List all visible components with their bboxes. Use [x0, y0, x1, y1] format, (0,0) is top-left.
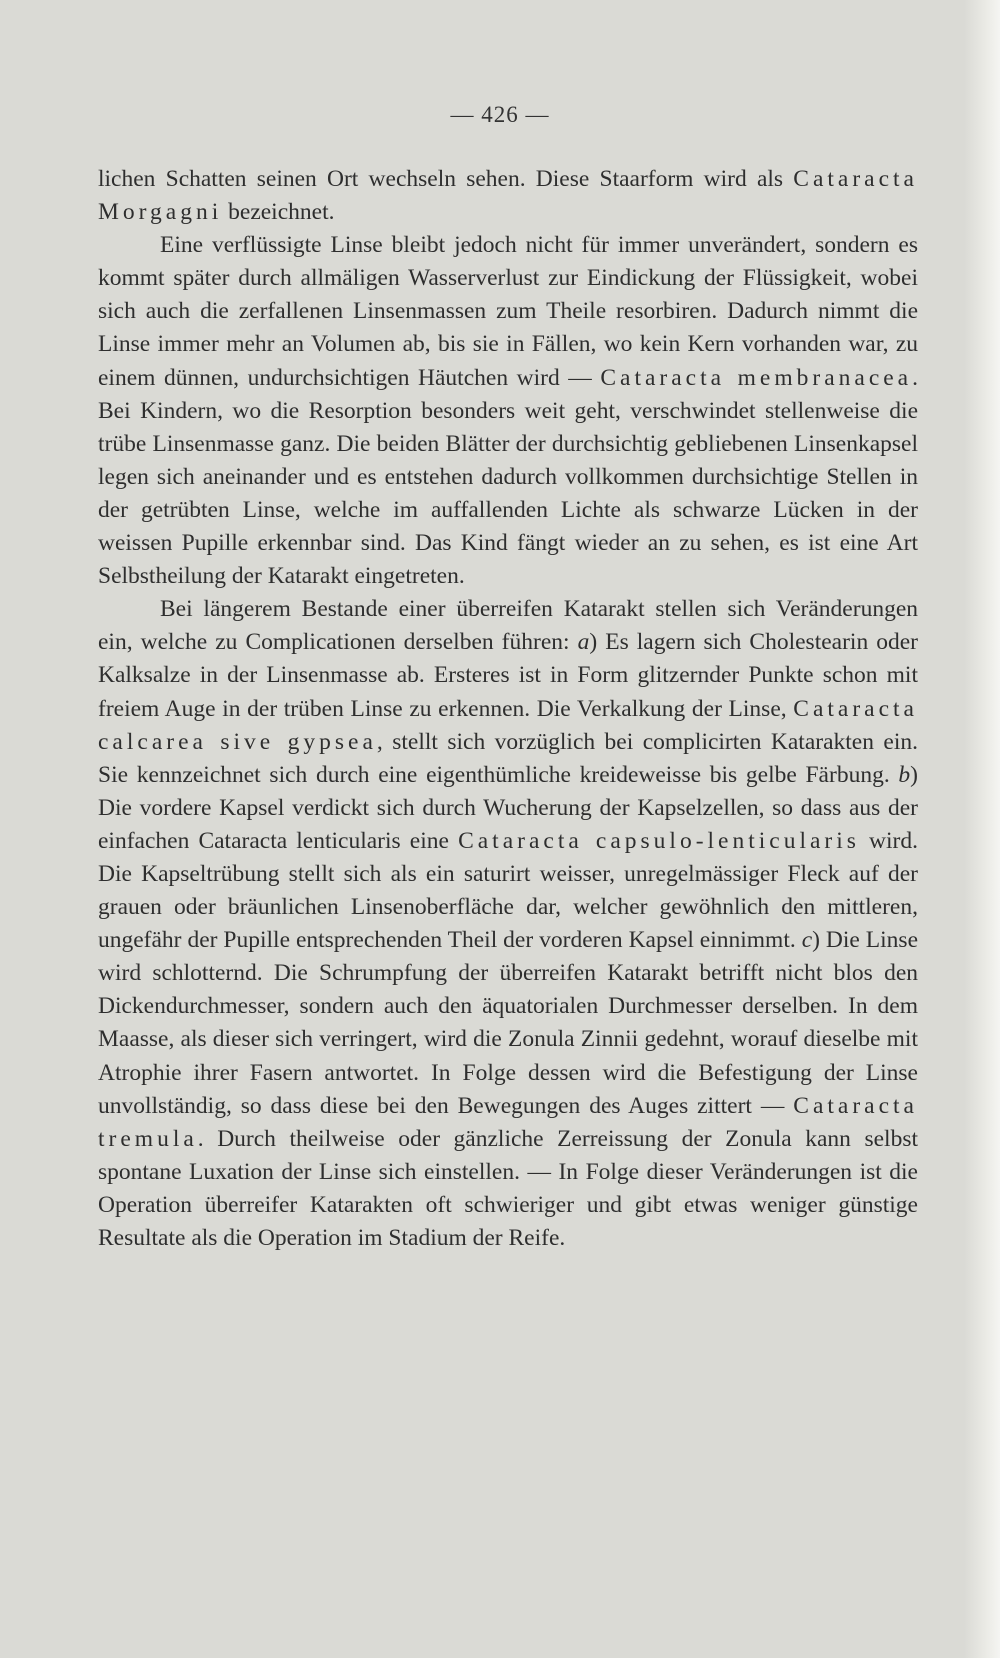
- paragraph: [98, 163, 918, 229]
- body-text: [98, 163, 918, 1255]
- text-run: wird. Die Kapseltrübung stellt sich als ein saturirt weisser, unregelmässiger Fleck auf der grauen oder bräunlichen Linsenoberfläche dar, welcher gewöhnlich den mittleren, ungefähr der Pupille entsprechenden Theil der vorderen Kapsel einnimmt.: [98, 827, 919, 954]
- spaced-term: Cataracta calcarea sive gypsea: [98, 695, 918, 755]
- text-run: bezeichnet.: [222, 199, 335, 226]
- text-run: . Bei Kindern, wo die Resorption besonders weit geht, verschwindet stellenweise die trübe Linsenmasse ganz. Die beiden Blätter der durchsichtig gebliebenen Linsenkapsel legen sich aneinander und es entstehen dadurch vollkommen durchsichtige Stellen in der getrübten Linse, welche im auffallenden Lichte als schwarze Lücken in der weissen Pupille erkennbar sind. Das Kind fängt wieder an zu sehen, es ist eine Art Selbstheilung der Katarakt eingetreten.: [98, 364, 918, 590]
- page-edge-shadow: [964, 0, 1000, 1658]
- italic-enumerator: c: [801, 927, 813, 954]
- text-run: ) Die Linse wird schlotternd. Die Schrumpfung der überreifen Katarakt betrifft nicht blos den Dickendurchmesser, sondern auch den äquatorialen Durchmesser derselben. In dem Maasse, als dieser sich verringert, wird die Zonula Zinnii gedehnt, worauf dieselbe mit Atrophie ihrer Fasern antwortet. In Folge dessen wird die Befestigung der Linse unvollständig, so dass diese bei den Bewegungen des Auges zittert —: [98, 927, 919, 1119]
- text-run: . Durch theilweise oder gänzliche Zerreissung der Zonula kann selbst spontane Luxation der Linse sich einstellen. — In Folge dieser Veränderungen ist die Operation überreifer Katarakten oft schwieriger und gibt etwas weniger günstige Resultate als die Operation im Stadium der Reife.: [98, 1125, 918, 1251]
- text-run: , stellt sich vorzüglich bei complicirten Katarakten ein. Sie kennzeichnet sich durch eine eigenthümliche kreideweisse bis gelbe Färbung.: [98, 728, 918, 788]
- spaced-term: Cataracta membranacea: [600, 364, 913, 391]
- page-number: — 426 —: [450, 102, 550, 127]
- spaced-term: Cataracta capsulo-lenticularis: [458, 827, 860, 854]
- spaced-term: Cataracta Morgagni: [98, 166, 918, 226]
- spaced-term: Cataracta tremula: [98, 1092, 918, 1152]
- text-run: Eine verflüssigte Linse bleibt jedoch nicht für immer unverändert, sondern es kommt später durch allmäligen Wasserverlust zur Eindickung der Flüssigkeit, wobei sich auch die zerfallenen Linsenmassen zum Theile resorbiren. Dadurch nimmt die Linse immer mehr an Volumen ab, bis sie in Fällen, wo kein Kern vorhanden war, zu einem dünnen, undurchsichtigen Häutchen wird —: [98, 232, 918, 391]
- italic-enumerator: a: [577, 629, 590, 656]
- text-run: lichen Schatten seinen Ort wechseln sehen. Diese Staarform wird als: [98, 166, 794, 192]
- italic-enumerator: b: [898, 761, 911, 788]
- paragraph: [98, 229, 918, 593]
- text-run: ) Es lagern sich Cholestearin oder Kalksalze in der Linsenmasse ab. Ersteres ist in Form glitzernder Punkte schon mit freiem Auge in der trüben Linse zu erkennen. Die Verkalkung der Linse,: [98, 629, 918, 722]
- paragraph: [98, 593, 918, 1255]
- text-run: Bei längerem Bestande einer überreifen Katarakt stellen sich Veränderungen ein, welche zu Complicationen derselben führen:: [98, 596, 918, 656]
- text-run: ) Die vordere Kapsel verdickt sich durch Wucherung der Kapselzellen, so dass aus der einfachen Cataracta lenticularis eine: [98, 761, 918, 854]
